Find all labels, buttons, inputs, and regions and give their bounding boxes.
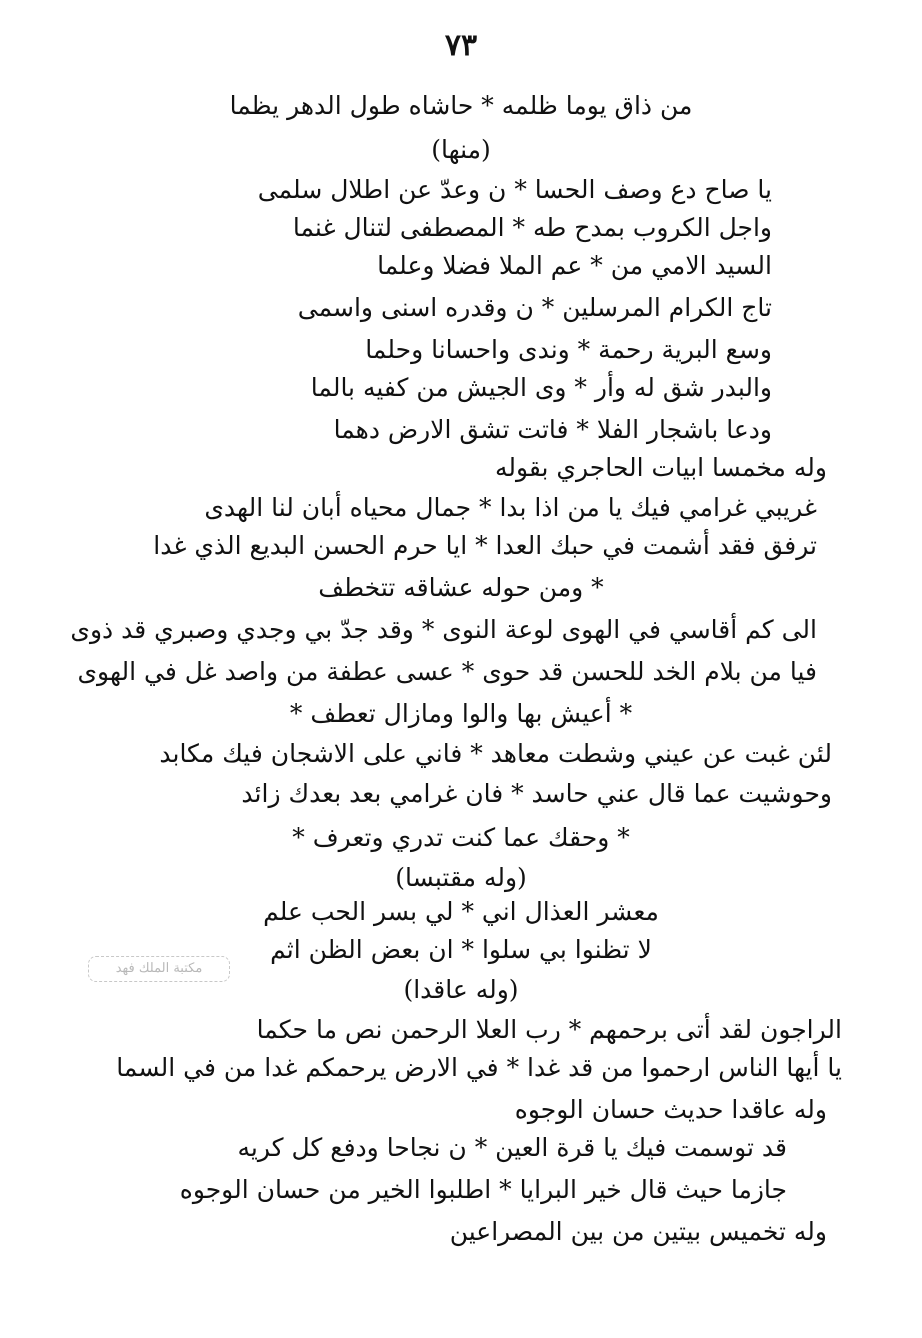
- section-heading-minha: (منها): [431, 135, 491, 164]
- verse-line: يا أيها الناس ارحموا من قد غدا * في الارض يرحمكم غدا من في السما: [116, 1053, 842, 1082]
- verse-line: الراجون لقد أتى برحمهم * رب العلا الرحمن نص ما حكما: [256, 1015, 842, 1044]
- verse-line: تاج الكرام المرسلين * ن وقدره اسنى واسمى: [297, 293, 772, 322]
- verse-line: قد توسمت فيك يا قرة العين * ن نجاحا ودفع كل كريه: [237, 1133, 787, 1162]
- section-heading: وله عاقدا حديث حسان الوجوه: [514, 1095, 827, 1124]
- verse-line: فيا من بلام الخد للحسن قد حوى * عسى عطفة من واصد غل في الهوى: [77, 657, 817, 686]
- verse-line: وحوشيت عما قال عني حاسد * فان غرامي بعد بعدك زائد: [241, 779, 832, 808]
- verse-line: غريبي غرامي فيك يا من اذا بدا * جمال محياه أبان لنا الهدى: [204, 493, 817, 522]
- section-heading-aqidan: (وله عاقدا): [403, 975, 519, 1004]
- verse-line: ترفق فقد أشمت في حبك العدا * ايا حرم الحسن البديع الذي غدا: [153, 531, 817, 560]
- section-heading: وله مخمسا ابيات الحاجري بقوله: [494, 453, 827, 482]
- refrain-line: * وحقك عما كنت تدري وتعرف *: [292, 823, 630, 852]
- verse-line: يا صاح دع وصف الحسا * ن وعدّ عن اطلال سلمى: [257, 175, 772, 204]
- section-heading-muqtabisan: (وله مقتبسا): [395, 863, 527, 892]
- refrain-line: * أعيش بها والوا ومازال تعطف *: [289, 699, 633, 728]
- verse-line: لئن غبت عن عيني وشطت معاهد * فاني على الاشجان فيك مكابد: [159, 739, 832, 768]
- verse-line: جازما حيث قال خير البرايا * اطلبوا الخير من حسان الوجوه: [179, 1175, 787, 1204]
- verse-line: لا تظنوا بي سلوا * ان بعض الظن اثم: [270, 935, 652, 964]
- verse-line: ودعا باشجار الفلا * فاتت تشق الارض دهما: [333, 415, 772, 444]
- verse-line: والبدر شق له وأر * وى الجيش من كفيه بالما: [310, 373, 772, 402]
- verse-line: السيد الامي من * عم الملا فضلا وعلما: [377, 251, 772, 280]
- refrain-line: * ومن حوله عشاقه تتخطف: [318, 573, 604, 602]
- section-heading: وله تخميس بيتين من بين المصراعين: [449, 1217, 827, 1246]
- page-number: ٧٣: [444, 28, 478, 63]
- verse-line: معشر العذال اني * لي بسر الحب علم: [263, 897, 659, 926]
- verse-line: الى كم أقاسي في الهوى لوعة النوى * وقد جدّ بي وجدي وصبري قد ذوى: [70, 615, 817, 644]
- text-line-1: من ذاق يوما ظلمه * حاشاه طول الدهر يظما: [229, 91, 693, 120]
- verse-line: واجل الكروب بمدح طه * المصطفى لتنال غنما: [292, 213, 772, 242]
- library-stamp: مكتبة الملك فهد: [88, 956, 230, 982]
- verse-line: وسع البرية رحمة * وندى واحسانا وحلما: [365, 335, 772, 364]
